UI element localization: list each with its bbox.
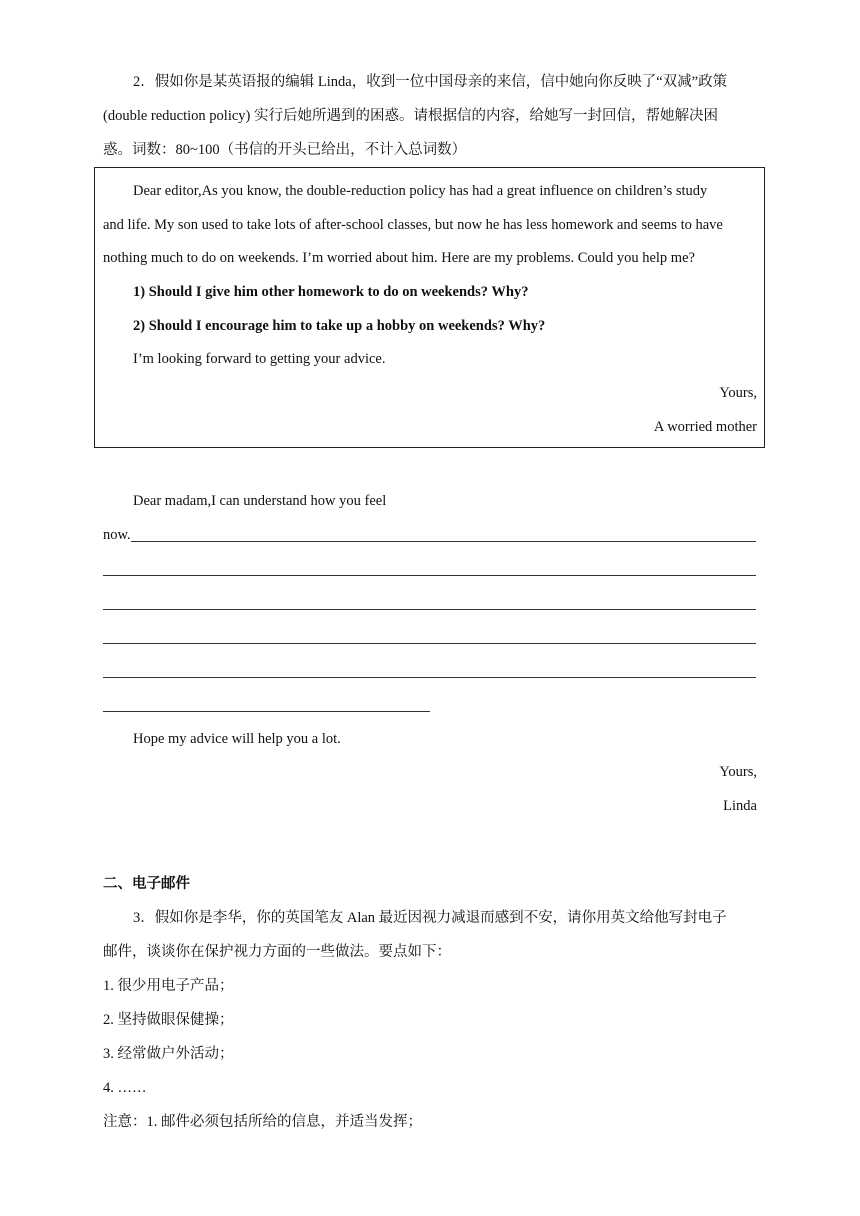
letter-signoff: Yours, xyxy=(719,385,757,401)
answer-line-5[interactable] xyxy=(103,677,756,678)
q3-point-2: 2. 坚持做眼保健操； xyxy=(103,1012,234,1028)
letter-closing-line: I’m looking forward to getting your advice. xyxy=(133,351,386,367)
q3-intro-line-2: 邮件，谈谈你在保护视力方面的一些做法。要点如下： xyxy=(103,944,451,960)
reply-signoff: Yours, xyxy=(719,764,757,780)
q2-intro-line-2: (double reduction policy) 实行后她所遇到的困惑。请根据信的内容，给她写一封回信，帮她解决困 xyxy=(103,108,718,124)
letter-line-3: nothing much to do on weekends. I’m worried about him. Here are my problems. Could you help me? xyxy=(103,250,695,266)
letter-line-2: and life. My son used to take lots of after-school classes, but now he has less homework and seems to have xyxy=(103,217,723,233)
letter-line-1: Dear editor,As you know, the double-reduction policy has had a great influence on children’s study xyxy=(133,183,708,199)
letter-question-2: 2) Should I encourage him to take up a hobby on weekends? Why? xyxy=(133,318,546,334)
letter-question-1: 1) Should I give him other homework to do on weekends? Why? xyxy=(133,284,529,300)
answer-line-1[interactable] xyxy=(131,541,756,542)
q3-note: 注意：1. 邮件必须包括所给的信息，并适当发挥； xyxy=(103,1114,422,1130)
answer-line-6[interactable] xyxy=(103,711,430,712)
section-heading: 二、电子邮件 xyxy=(103,876,190,892)
reply-continuation: now. xyxy=(103,527,131,543)
answer-line-4[interactable] xyxy=(103,643,756,644)
q2-intro-line-1: 2．假如你是某英语报的编辑 Linda，收到一位中国母亲的来信，信中她向你反映了“双减”政策 xyxy=(133,74,728,90)
q3-intro-line-1: 3．假如你是李华，你的英国笔友 Alan 最近因视力减退而感到不安，请你用英文给他写封电子 xyxy=(133,910,727,926)
reply-closing-line: Hope my advice will help you a lot. xyxy=(133,731,341,747)
q3-point-4: 4. …… xyxy=(103,1080,147,1096)
q3-point-3: 3. 经常做户外活动； xyxy=(103,1046,234,1062)
reply-signature: Linda xyxy=(723,798,757,814)
reply-opening: Dear madam,I can understand how you feel xyxy=(133,493,387,509)
letter-signature: A worried mother xyxy=(653,419,757,435)
q2-intro-line-3: 惑。词数：80~100（书信的开头已给出，不计入总词数） xyxy=(103,142,467,158)
q3-point-1: 1. 很少用电子产品； xyxy=(103,978,234,994)
answer-line-3[interactable] xyxy=(103,609,756,610)
letter-box xyxy=(94,167,765,448)
answer-line-2[interactable] xyxy=(103,575,756,576)
